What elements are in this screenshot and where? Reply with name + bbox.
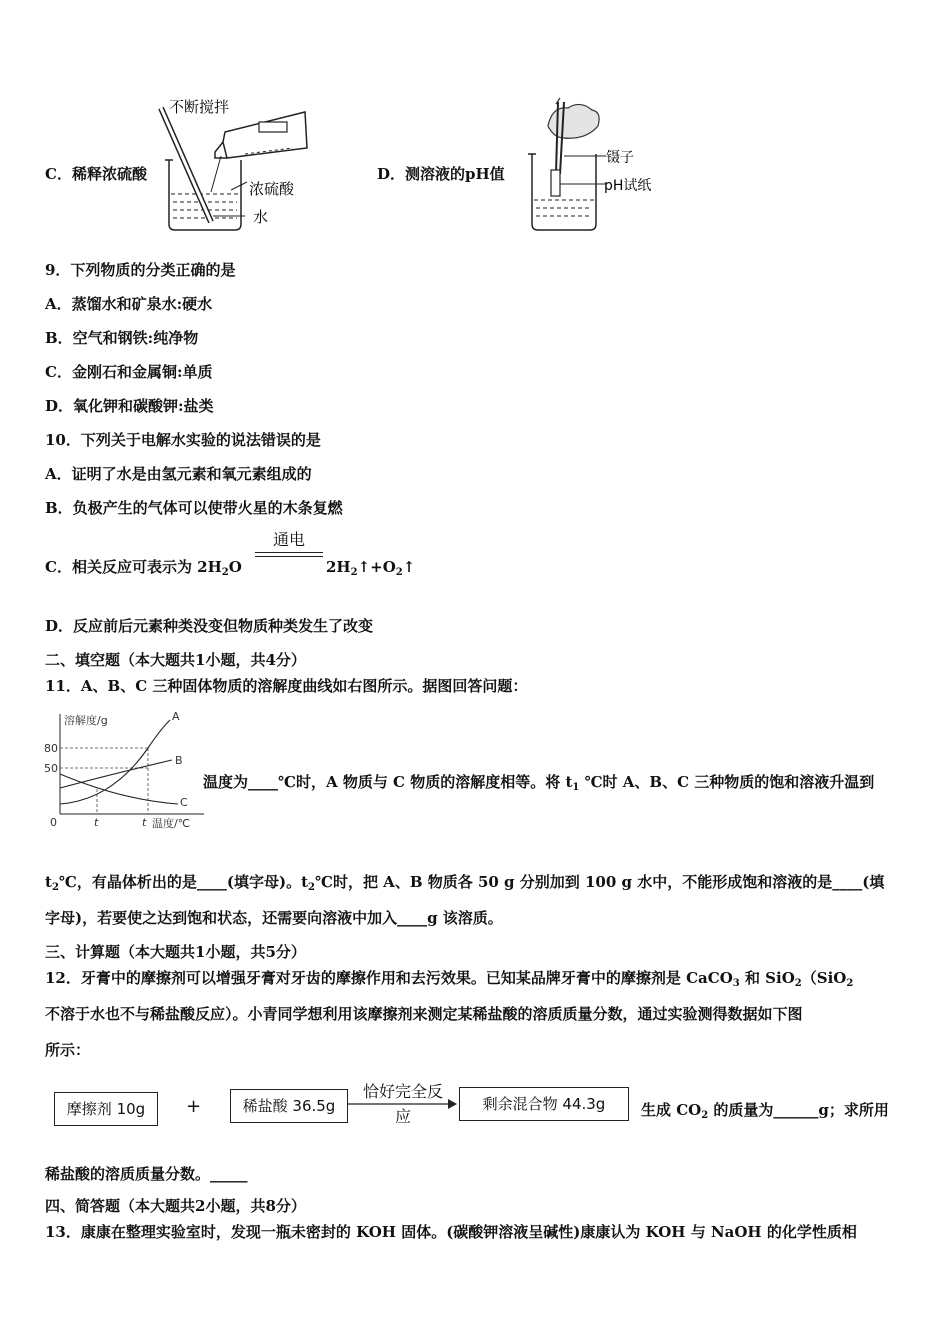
svg-text:溶解度/g: 溶解度/g [64,714,108,727]
measure-ph-figure [520,96,670,236]
water-label: 水 [253,208,269,226]
q13-stem: 13．康康在整理实验室时，发现一瓶未密封的 KOH 固体。(碳酸钾溶液呈碱性)康康认为 KOH 与 NaOH 的化学性质相 [45,1223,857,1241]
q9-stem: 9．下列物质的分类正确的是 [45,261,236,279]
acid-box: 稀盐酸 36.5g [230,1089,348,1123]
q11-line-1: 温度为____℃时，A 物质与 C 物质的溶解度相等。将 $t_1$ ℃时 A、B、C 三种物质的饱和溶液升温到 [203,773,875,793]
q9-option-d: D．氧化钾和碳酸钾:盐类 [45,397,214,415]
svg-text:50: 50 [44,762,58,775]
reaction-label-bottom: 应 [394,1107,411,1126]
q10-option-d: D．反应前后元素种类没变但物质种类发生了改变 [45,617,374,635]
option-d-measure-ph: D．测溶液的pH值 [377,165,505,183]
plus-sign: + [186,1096,202,1117]
q11-line-3: 字母)，若要使之达到饱和状态，还需要向溶液中加入____g 该溶质。 [45,909,503,927]
svg-text:C: C [180,796,188,809]
electrolysis-condition: 通电 [255,530,323,557]
abrasive-box: 摩擦剂 10g [54,1092,158,1126]
svg-text:80: 80 [44,742,58,755]
reaction-label-top: 恰好完全反 [362,1082,443,1101]
q9-option-b: B．空气和钢铁:纯净物 [45,329,199,347]
solubility-chart [42,708,212,833]
stir-label: 不断搅拌 [169,98,230,116]
svg-text:t: t [94,816,99,829]
q10-stem: 10．下列关于电解水实验的说法错误的是 [45,431,321,449]
svg-text:A: A [172,710,180,723]
q10-products: $2H_2↑+O_2↑$ [326,558,416,578]
q12-line-5: 稀盐酸的溶质质量分数。_____ [45,1165,248,1183]
curve-a [60,720,170,804]
q9-option-a: A．蒸馏水和矿泉水:硬水 [45,295,213,313]
svg-text:t: t [142,816,147,829]
q11-line-2: $t_2℃$，有晶体析出的是____(填字母)。$t_2℃$时，把 A、B 物质各 50 g 分别加到 100 g 水中，不能形成饱和溶液的是____(填 [45,873,885,893]
acid-label: 浓硫酸 [249,180,295,198]
q12-line-2: 不溶于水也不与稀盐酸反应）。小青同学想利用该摩擦剂来测定某稀盐酸的溶质质量分数，通过实验测得数据如下图 [45,1005,803,1023]
svg-text:温度/℃: 温度/℃ [152,817,191,830]
section-2-title: 二、填空题（本大题共1小题，共4分） [45,651,306,669]
ph-paper-label: pH试纸 [604,178,652,194]
svg-text:B: B [175,754,183,767]
dilute-acid-figure [155,96,355,236]
q10-option-c: C．相关反应可表示为 $2H_2O$ [45,558,242,578]
q9-option-c: C．金刚石和金属铜:单质 [45,363,213,381]
q10-option-a: A．证明了水是由氢元素和氧元素组成的 [45,465,312,483]
q11-stem: 11．A、B、C 三种固体物质的溶解度曲线如右图所示。据图回答问题： [45,677,528,695]
mixture-box: 剩余混合物 44.3g [459,1087,629,1121]
q12-line-1: 12．牙膏中的摩擦剂可以增强牙膏对牙齿的摩擦作用和去污效果。已知某品牌牙膏中的摩擦剂是 CaCO$_3$ 和 SiO$_2$（SiO$_2$ [45,969,854,989]
tweezers-label: 镊子 [606,150,634,166]
svg-text:0: 0 [50,816,57,829]
section-3-title: 三、计算题（本大题共1小题，共5分） [45,943,306,961]
curve-c [60,774,178,804]
q10-option-b: B．负极产生的气体可以使带火星的木条复燃 [45,499,343,517]
q12-line-3: 所示： [45,1041,91,1059]
q12-tail: 生成 $CO_2$ 的质量为______g；求所用 [641,1101,889,1121]
option-c-dilute-acid: C．稀释浓硫酸 [45,165,147,183]
curve-b [60,760,172,788]
section-4-title: 四、简答题（本大题共2小题，共8分） [45,1197,306,1215]
